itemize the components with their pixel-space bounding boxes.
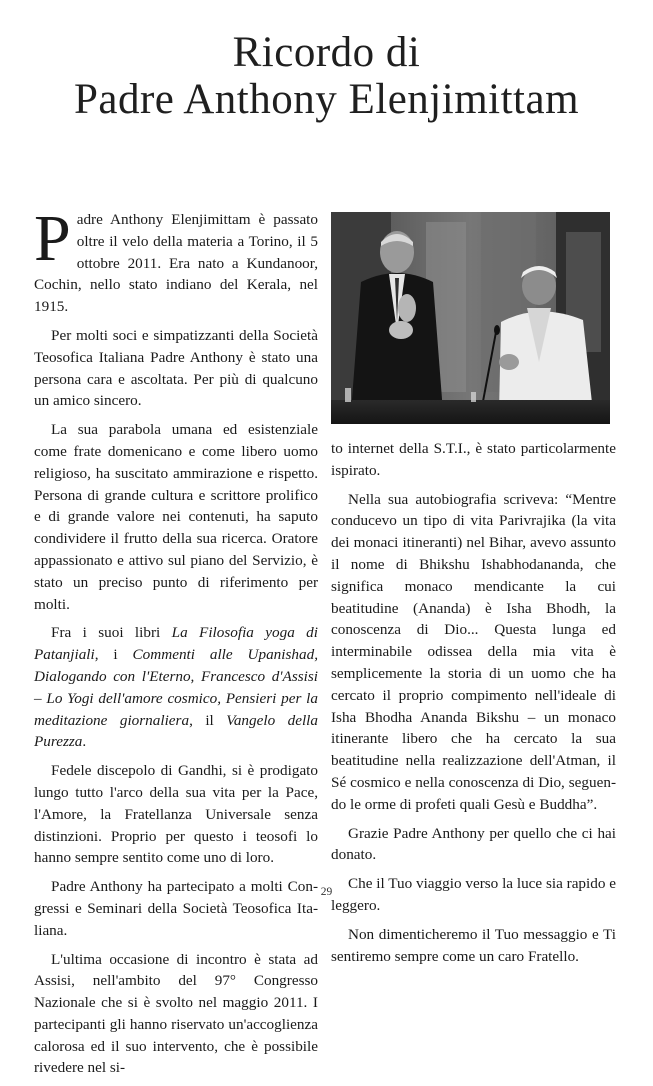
paragraph-farewell: Non dimenticheremo il Tuo messaggio e Ti sentiremo sempre come un caro Fratello. [331,925,616,965]
paragraph-thanks: Grazie Padre Anthony per quello che ci hai donato. [331,824,616,864]
intro-paragraph-text: adre Anthony Elenjimittam è passato oltre il velo della materia a Torino, il 5 ottobre 2011. Era nato a Kundanoor, Cochin, nello stato indiano del Kerala, nel 1915. [34,211,318,316]
intro-paragraph [34,202,318,318]
event-photo [331,212,610,424]
event-photo-drawing [331,212,610,424]
books-intro: Fra i suoi libri [51,624,172,642]
continuation-paragraph: to internet della S.T.I., è stato particolarmente ispirato. [331,440,616,479]
paragraph-journey: Che il Tuo viaggio verso la luce sia rapido e leggero. [331,875,616,914]
books-separator-1: , i [94,646,133,664]
title-line-1: Ricordo di [232,29,421,76]
article-title [0,30,653,124]
title-line-2: Padre Anthony Elenjimittam [73,76,580,123]
books-end: . [82,733,87,751]
paragraph-books [34,622,318,753]
paragraph-congresses: Padre Anthony ha partecipato a molti Congressi e Seminari della Società Teosofica Italiana. [34,878,318,939]
book-title-3: Vangelo della Purezza [34,711,318,751]
paragraph-members: Per molti soci e simpatizzanti della Società Teosofica Italiana Padre Anthony è stato una persona cara e ascoltata. Per più di qualcuno un amico sincero. [34,326,318,410]
page-number: 29 [320,886,333,898]
paragraph-parabola: La sua parabola umana ed esistenziale come frate domenicano e come libero uomo religioso, ha suscitato ammirazione e rispetto. Persona di grande cultura e scrittore prolifico e di grande valore nei contenuti, ha saputo condividere il frutto della sua ricerca. Oratore appassionato e attivo sul piano del Servizio, è stato un preciso punto di riferimento per molti. [34,421,318,613]
paragraph-assisi: L'ultima occasione di incontro è stata ad Assisi, nell'ambito del 97° Congresso Nazionale che si è svolto nel maggio 2011. I partecipanti gli hanno riservato un'accoglienza calorosa ed il suo intervento, che è possibile rivedere nel si- [34,950,318,1077]
book-title-1: La Filosofia yoga di Patanjiali [34,624,318,664]
drop-cap: P [34,202,71,275]
book-titles-2: Commenti alle Upanishad, Dialogando con l'Eterno, Francesco d'Assisi – Lo Yogi dell'amore cosmico, Pensieri per la meditazione giornaliera [34,646,318,729]
paragraph-autobiography: Nella sua autobiografia scriveva: “Mentre conducevo un tipo di vita Parivrajika (la vita dei monaci itineranti) nel Bihar, avevo assunto il nome di Bhikshu Ishabhodananda, che significa monaco mendicante la cui beatitudine (Ananda) è Isha Bhodh, la conoscenza di Dio... Questa lunga ed interminabile odissea della mia vita è semplicemente la storia di un uomo che ha cercato il proprio compimento nell'ideale di Isha Bhodha Ananda Bikshu – un monaco itinerante libero che ha cercato la sua beatitudine nella realizzazione dell'Atman, il Sé cosmico e nella conoscenza di Dio, seguendo le orme di profeti quali Gesù e Buddha”. [331,490,616,813]
left-column [34,202,318,1086]
books-separator-2: , il [189,711,227,729]
paragraph-gandhi: Fedele discepolo di Gandhi, si è prodigato lungo tutto l'arco della sua vita per la Pace, l'Amore, la Fratellanza Universale senza distinzioni. Proprio per questo i teosofi lo hanno sempre sentito come uno di loro. [34,762,318,867]
